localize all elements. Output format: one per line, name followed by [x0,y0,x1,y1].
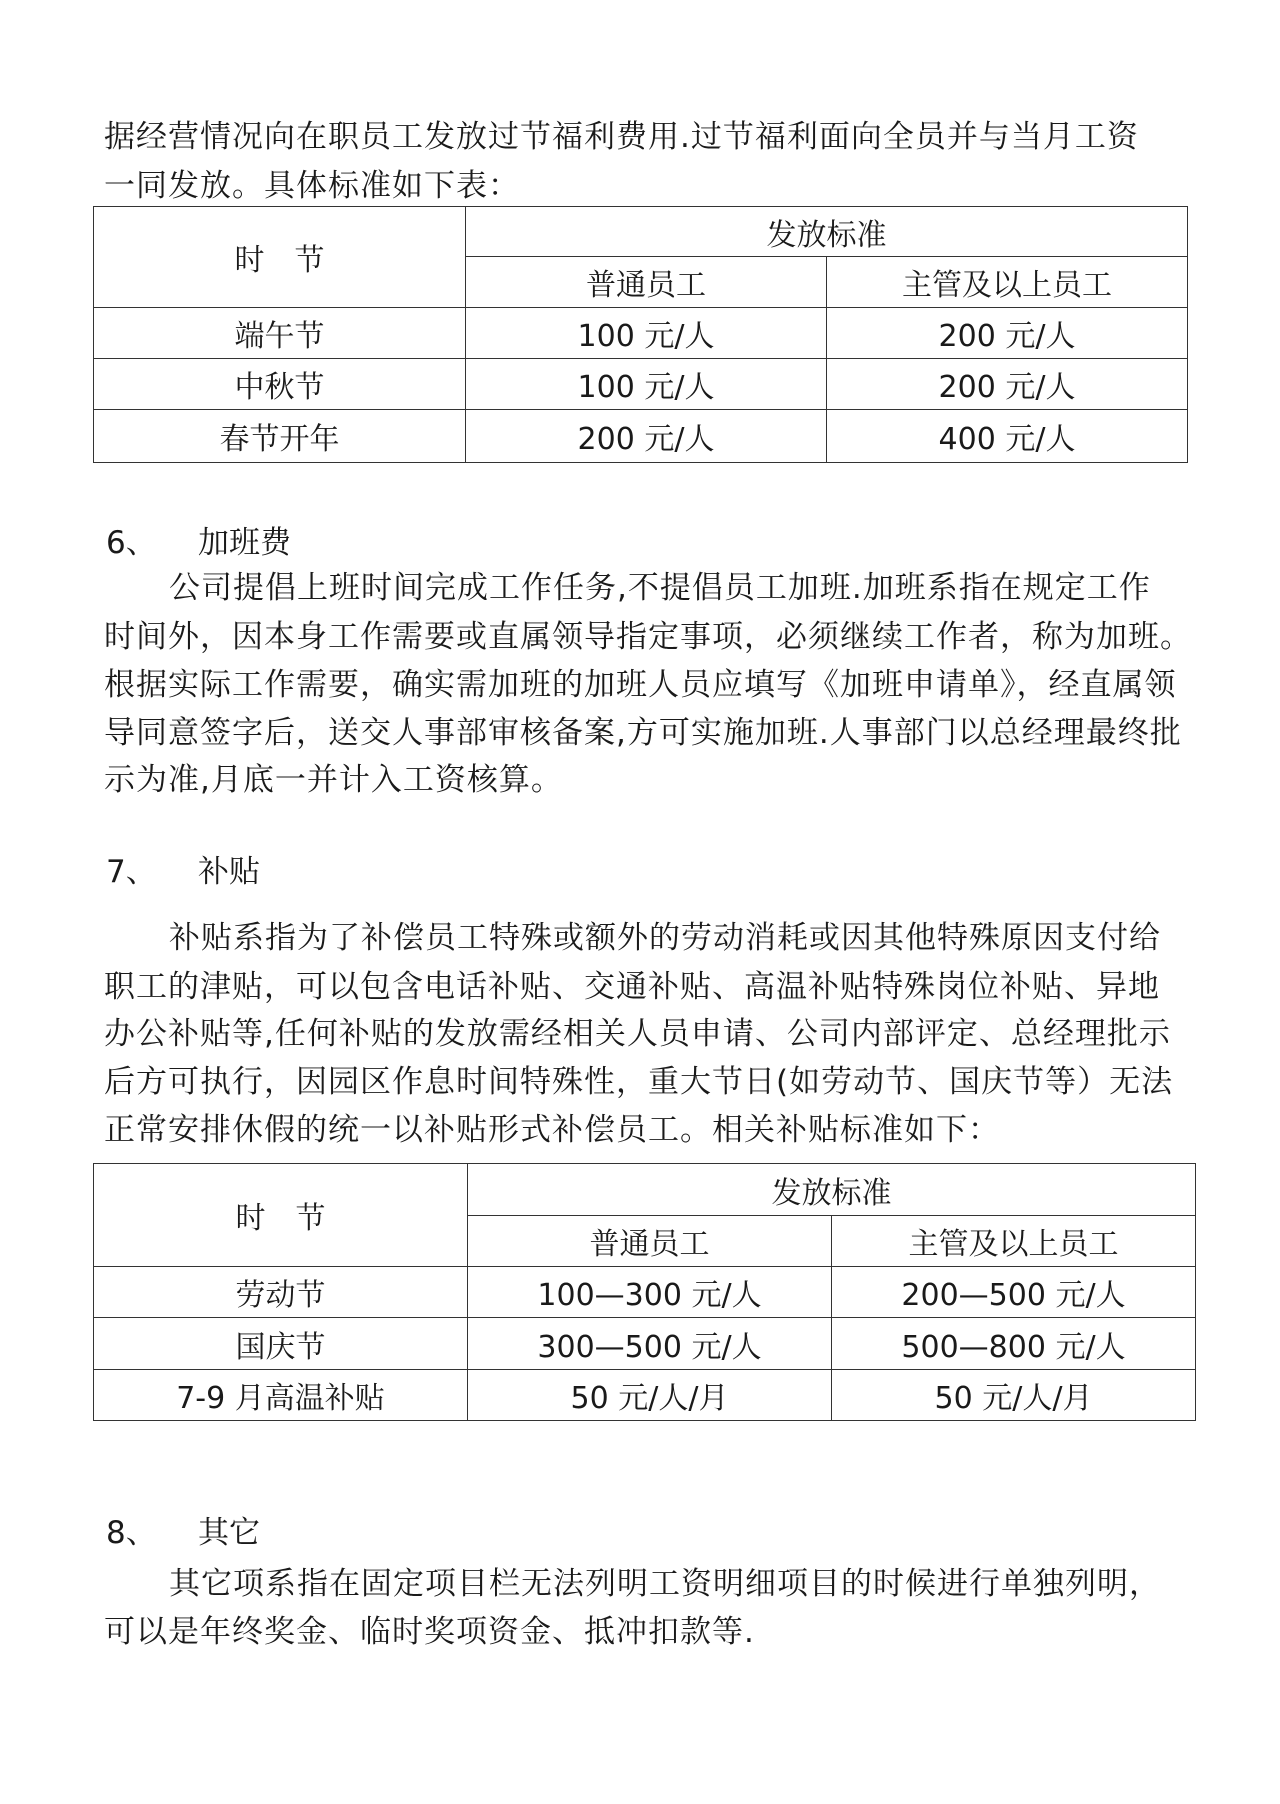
cell-regular: 200 元/人 [466,410,827,463]
section-7-title: 补贴 [198,854,260,890]
section-8-line-1: 其它项系指在固定项目栏无法列明工资明细项目的时候进行单独列明， [137,1566,1161,1602]
section-7-line-1: 补贴系指为了补偿员工特殊或额外的劳动消耗或因其他特殊原因支付给 [137,920,1161,956]
header-manager-staff: 主管及以上员工 [827,257,1188,308]
cell-holiday: 7-9 月高温补贴 [94,1370,468,1421]
cell-manager: 400 元/人 [827,410,1188,463]
table-row [94,308,1188,359]
section-8-title: 其它 [198,1515,260,1551]
cell-holiday: 春节开年 [94,410,466,463]
header-manager-staff: 主管及以上员工 [832,1216,1196,1267]
section-7-heading [106,852,506,892]
section-7-number: 7、 [106,854,157,890]
holiday-benefit-table [93,206,1188,463]
cell-manager: 200 元/人 [827,308,1188,359]
header-standard: 发放标准 [466,207,1188,257]
section-7-line-3: 办公补贴等,任何补贴的发放需经相关人员申请、公司内部评定、总经理批示 [104,1016,1171,1052]
section-6-number: 6、 [106,525,157,561]
header-holiday: 时 节 [94,1164,468,1267]
cell-manager: 500—800 元/人 [832,1318,1196,1370]
cell-regular: 100—300 元/人 [468,1267,832,1318]
section-6-line-4: 导同意签字后，送交人事部审核备案,方可实施加班.人事部门以总经理最终批 [104,715,1182,751]
header-regular-staff: 普通员工 [466,257,827,308]
section-6-line-2: 时间外，因本身工作需要或直属领导指定事项，必须继续工作者，称为加班。 [104,619,1192,655]
table-row [94,1267,1196,1318]
cell-regular: 100 元/人 [466,359,827,410]
cell-holiday: 国庆节 [94,1318,468,1370]
cell-regular: 50 元/人/月 [468,1370,832,1421]
table-row [94,410,1188,463]
header-regular-staff: 普通员工 [468,1216,832,1267]
cell-holiday: 中秋节 [94,359,466,410]
section-8-line-2: 可以是年终奖金、临时奖项资金、抵冲扣款等. [104,1614,755,1650]
section-6-line-3: 根据实际工作需要，确实需加班的加班人员应填写《加班申请单》，经直属领 [104,667,1177,703]
cell-manager: 200 元/人 [827,359,1188,410]
cell-regular: 300—500 元/人 [468,1318,832,1370]
subsidy-table [93,1163,1196,1421]
intro-line-1: 据经营情况向在职员工发放过节福利费用.过节福利面向全员并与当月工资 [104,119,1139,155]
header-standard: 发放标准 [468,1164,1196,1216]
section-6-title: 加班费 [198,525,291,561]
cell-holiday: 端午节 [94,308,466,359]
cell-manager: 200—500 元/人 [832,1267,1196,1318]
section-7-line-2: 职工的津贴，可以包含电话补贴、交通补贴、高温补贴特殊岗位补贴、异地 [104,969,1160,1005]
table-row [94,1318,1196,1370]
section-8-heading [106,1513,506,1553]
cell-regular: 100 元/人 [466,308,827,359]
cell-holiday: 劳动节 [94,1267,468,1318]
cell-manager: 50 元/人/月 [832,1370,1196,1421]
section-6-heading [106,523,506,563]
section-7-line-5: 正常安排休假的统一以补贴形式补偿员工。相关补贴标准如下： [104,1112,1000,1148]
header-holiday: 时 节 [94,207,466,308]
table-row [94,359,1188,410]
section-6-line-5: 示为准,月底一并计入工资核算。 [104,762,563,798]
table-row [94,1370,1196,1421]
section-8-number: 8、 [106,1515,157,1551]
intro-line-2: 一同发放。具体标准如下表： [104,168,520,204]
section-6-line-1: 公司提倡上班时间完成工作任务,不提倡员工加班.加班系指在规定工作 [137,570,1151,606]
section-7-line-4: 后方可执行，因园区作息时间特殊性，重大节日(如劳动节、国庆节等）无法 [104,1064,1174,1100]
